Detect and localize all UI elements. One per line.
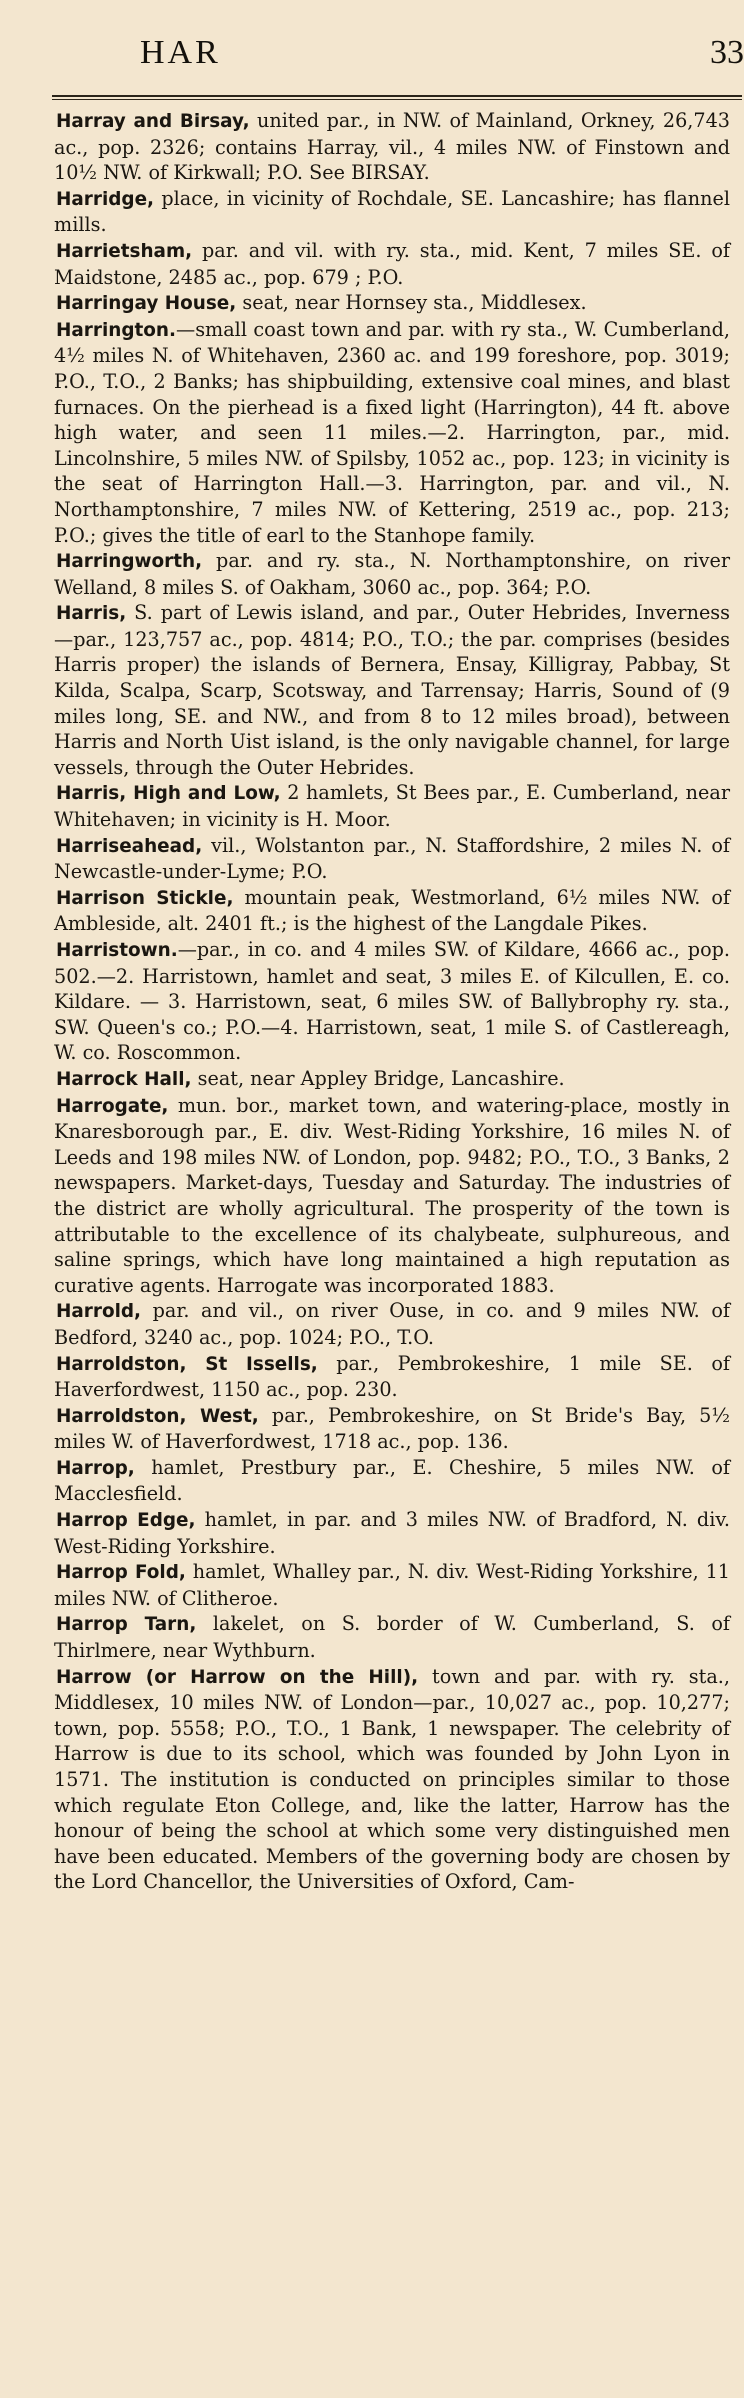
entry-text: mountain peak, Westmorland, 6½ miles NW. of Ambleside, alt. 2401 ft.; is the highest of the Langdale Pikes. <box>54 885 730 936</box>
entry-headword: Harroldston, St Issells, <box>56 1353 318 1375</box>
entry-text: par. and ry. sta., N. Northamptonshire, on river Welland, 8 miles S. of Oakham, 3060 ac., pop. 364; P.O. <box>54 549 730 599</box>
entry-headword: Harrington. <box>56 319 177 341</box>
gazetteer-entry <box>54 885 730 937</box>
entry-headword: Harrop Tarn, <box>56 1614 197 1636</box>
gazetteer-entry <box>54 1066 730 1093</box>
entry-text: hamlet, in par. and 3 miles NW. of Bradford, N. div. West-Riding Yorkshire. <box>54 1508 730 1558</box>
entry-text: 2 hamlets, St Bees par., E. Cumberland, near Whitehaven; in vicinity is H. Moor. <box>54 781 730 832</box>
entry-headword: Harristown. <box>56 940 178 961</box>
entry-headword: Harridge, <box>56 188 155 210</box>
entry-headword: Harringworth, <box>56 551 203 573</box>
running-head: HAR <box>140 34 221 71</box>
entry-headword: Harrow (or Harrow on the Hill), <box>56 1666 419 1688</box>
gazetteer-entry <box>54 1298 730 1350</box>
entry-text: place, in vicinity of Rochdale, SE. Lancashire; has flannel mills. <box>54 186 730 237</box>
entry-headword: Harroldston, West, <box>56 1405 259 1427</box>
gazetteer-entry <box>54 780 730 832</box>
entry-text: par. and vil. with ry. sta., mid. Kent, 7 miles SE. of Maidstone, 2485 ac., pop. 679 ; P.O. <box>54 238 730 289</box>
entry-text: —small coast town and par. with ry sta., W. Cumberland, 4½ miles N. of Whitehaven, 2360 ac. and 199 foreshore, pop. 3019; P.O., T.O., 2 Banks; has shipbuilding, extensive coal mines, and blast furnaces. On the pierhead is a fixed light (Harrington), 44 ft. above high water, and seen 11 miles.—2. Harrington, par., mid. Lincolnshire, 5 miles NW. of Spilsby, 1052 ac., pop. 123; in vicinity is the seat of Harrington Hall.—3. Harrington, par. and vil., N. Northamptonshire, 7 miles NW. of Kettering, 2519 ac., pop. 213; P.O.; gives the title of earl to the Stanhope family. <box>54 317 730 547</box>
entry-text: united par., in NW. of Mainland, Orkney, 26,743 ac., pop. 2326; contains Harray, vil., 4 miles NW. of Finstown and 10½ NW. of Kirkwall; P.O. See BIRSAY. <box>54 109 730 185</box>
entry-headword: Harrop, <box>56 1457 135 1479</box>
page-header <box>0 28 744 78</box>
entry-headword: Harrock Hall, <box>56 1068 192 1090</box>
entry-text: par. and vil., on river Ouse, in co. and 9 miles NW. of Bedford, 3240 ac., pop. 1024; P.O., T.O. <box>54 1299 730 1349</box>
entry-text: —par., in co. and 4 miles SW. of Kildare, 4666 ac., pop. 502.—2. Harristown, hamlet and seat, 3 miles E. of Kilcullen, E. co. Kildare. — 3. Harristown, seat, 6 miles SW. of Ballybrophy ry. sta., SW. Queen's co.; P.O.—4. Harristown, seat, 1 mile S. of Castlereagh, W. co. Roscommon. <box>54 938 730 1065</box>
gazetteer-entry <box>54 238 730 290</box>
page-number: 33 <box>710 34 744 71</box>
entry-headword: Harris, <box>56 603 127 625</box>
entry-headword: Harrogate, <box>56 1095 169 1117</box>
entry-column <box>54 108 730 1895</box>
gazetteer-entry <box>54 1559 730 1611</box>
entry-text: S. part of Lewis island, and par., Outer Hebrides, Inverness—par., 123,757 ac., pop. 4814; P.O., T.O.; the par. comprises (besides Harris proper) the islands of Bernera, Ensay, Killigray, Pabbay, St Kilda, Scalpa, Scarp, Scotsway, and Tarrensay; Harris, Sound of (9 miles long, SE. and NW., and from 8 to 12 miles broad), between Harris and North Uist island, is the only navigable channel, for large vessels, through the Outer Hebrides. <box>54 601 730 779</box>
gazetteer-entry <box>54 937 730 1066</box>
gazetteer-entry <box>54 290 730 317</box>
entry-headword: Harringay House, <box>56 293 237 315</box>
header-rule-thin <box>52 99 742 100</box>
gazetteer-entry <box>54 1455 730 1507</box>
entry-text: par., Pembrokeshire, on St Bride's Bay, 5½ miles W. of Haverfordwest, 1718 ac., pop. 136. <box>54 1403 730 1454</box>
entry-headword: Harrop Edge, <box>56 1510 196 1532</box>
entry-text: mun. bor., market town, and watering-place, mostly in Knaresborough par., E. div. West-Riding Yorkshire, 16 miles N. of Leeds and 198 miles NW. of London, pop. 9482; P.O., T.O., 3 Banks, 2 newspapers. Market-days, Tuesday and Saturday. The industries of the district are wholly agricultural. The prosperity of the town is attributable to the excellence of its chalybeate, sulphureous, and saline springs, which have long maintained a high reputation as curative agents. Harrogate was incorporated 1883. <box>54 1093 730 1297</box>
gazetteer-entry <box>54 1093 730 1299</box>
entry-headword: Harrietsham, <box>56 240 193 262</box>
entry-text: par., Pembrokeshire, 1 mile SE. of Haverfordwest, 1150 ac., pop. 230. <box>54 1351 730 1402</box>
header-rule <box>52 95 742 97</box>
gazetteer-entry <box>54 548 730 600</box>
gazetteer-entry <box>54 186 730 238</box>
gazetteer-entry <box>54 317 730 548</box>
gazetteer-entry <box>54 1611 730 1663</box>
gazetteer-entry <box>54 108 730 186</box>
entry-text: seat, near Hornsey sta., Middlesex. <box>236 291 587 315</box>
entry-text: town and par. with ry. sta., Middlesex, 10 miles NW. of London—par., 10,027 ac., pop. 10,277; town, pop. 5558; P.O., T.O., 1 Bank, 1 newspaper. The celebrity of Harrow is due to its school, which was founded by John Lyon in 1571. The institution is conducted on principles similar to those which regulate Eton College, and, like the latter, Harrow has the honour of being the school at which some very distinguished men have been educated. Members of the governing body are chosen by the Lord Chancellor, the Universities of Oxford, Cam- <box>54 1664 730 1894</box>
gazetteer-entry <box>54 600 730 780</box>
gazetteer-entry <box>54 833 730 885</box>
entry-text: vil., Wolstanton par., N. Staffordshire, 2 miles N. of Newcastle-under-Lyme; P.O. <box>54 833 730 884</box>
entry-headword: Harriseahead, <box>56 835 203 857</box>
gazetteer-entry <box>54 1664 730 1895</box>
entry-text: hamlet, Whalley par., N. div. West-Riding Yorkshire, 11 miles NW. of Clitheroe. <box>54 1560 730 1610</box>
entry-headword: Harris, High and Low, <box>56 783 281 805</box>
entry-headword: Harrison Stickle, <box>56 887 234 909</box>
entry-headword: Harray and Birsay, <box>56 111 250 132</box>
gazetteer-entry <box>54 1351 730 1403</box>
entry-headword: Harrop Fold, <box>56 1562 186 1584</box>
entry-text: hamlet, Prestbury par., E. Cheshire, 5 miles NW. of Macclesfield. <box>54 1455 730 1506</box>
gazetteer-entry <box>54 1507 730 1559</box>
gazetteer-entry <box>54 1403 730 1455</box>
entry-text: seat, near Appley Bridge, Lancashire. <box>191 1066 565 1090</box>
entry-headword: Harrold, <box>56 1301 142 1323</box>
entry-text: lakelet, on S. border of W. Cumberland, S. of Thirlmere, near Wythburn. <box>54 1612 731 1663</box>
